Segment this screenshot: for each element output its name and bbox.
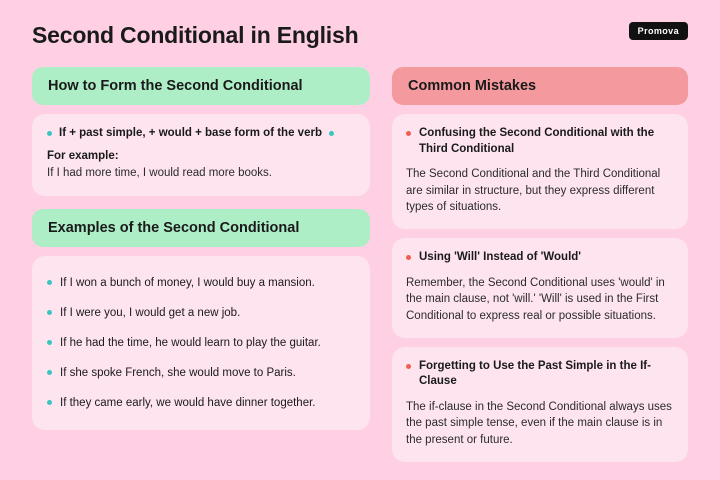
mistake-title-row bbox=[406, 250, 674, 266]
mistake-title-text: Confusing the Second Conditional with the Third Conditional bbox=[419, 127, 655, 155]
mistake-title-row bbox=[406, 359, 674, 390]
bullet-dot-icon bbox=[47, 400, 52, 405]
page-title: Second Conditional in English bbox=[32, 22, 359, 48]
content-columns bbox=[32, 67, 688, 462]
mistake-card bbox=[392, 238, 688, 338]
list-item-text: If I were you, I would get a new job. bbox=[60, 306, 241, 319]
list-item-text: If he had the time, he would learn to play the guitar. bbox=[60, 336, 321, 349]
examples-section-heading: Examples of the Second Conditional bbox=[32, 209, 370, 247]
bullet-dot-icon bbox=[47, 310, 52, 315]
mistakes-section-heading: Common Mistakes bbox=[392, 67, 688, 105]
right-column bbox=[392, 67, 688, 462]
promova-logo: Promova bbox=[629, 22, 688, 40]
form-section-card bbox=[32, 114, 370, 196]
bullet-dot-icon bbox=[47, 280, 52, 285]
list-item bbox=[47, 298, 355, 328]
bullet-dot-icon bbox=[406, 131, 411, 136]
form-section-heading: How to Form the Second Conditional bbox=[32, 67, 370, 105]
mistake-body-text: Remember, the Second Conditional uses 'would' in the main clause, not 'will.' 'Will' is used in the First Conditional to express real or possible situations. bbox=[406, 276, 665, 322]
list-item bbox=[47, 328, 355, 358]
list-item bbox=[47, 358, 355, 388]
spacer bbox=[32, 196, 370, 209]
bullet-dot-icon bbox=[47, 370, 52, 375]
mistake-card bbox=[392, 347, 688, 462]
bullet-dot-icon bbox=[47, 340, 52, 345]
left-column bbox=[32, 67, 370, 430]
examples-section-card bbox=[32, 256, 370, 430]
formula-row bbox=[47, 127, 355, 139]
list-item bbox=[47, 388, 355, 418]
list-item-text: If they came early, we would have dinner together. bbox=[60, 396, 316, 409]
mistake-card bbox=[392, 114, 688, 229]
mistake-title-row bbox=[406, 126, 674, 157]
mistake-body-text: The Second Conditional and the Third Conditional are similar in structure, but they express different types of situations. bbox=[406, 168, 661, 214]
mistake-title-text: Forgetting to Use the Past Simple in the If-Clause bbox=[419, 359, 651, 388]
examples-list bbox=[47, 268, 355, 418]
list-item bbox=[47, 268, 355, 298]
mistake-title-text: Using 'Will' Instead of 'Would' bbox=[419, 251, 582, 264]
bullet-dot-icon bbox=[329, 131, 334, 136]
mistake-body-text: The if-clause in the Second Conditional always uses the past simple tense, even if the main clause is in the present or future. bbox=[406, 400, 672, 446]
list-item-text: If she spoke French, she would move to Paris. bbox=[60, 366, 296, 379]
bullet-dot-icon bbox=[406, 255, 411, 260]
bullet-dot-icon bbox=[47, 131, 52, 136]
example-label: For example: bbox=[47, 150, 119, 162]
list-item-text: If I won a bunch of money, I would buy a mansion. bbox=[60, 276, 315, 289]
example-text: If I had more time, I would read more books. bbox=[47, 167, 272, 179]
formula-text: If + past simple, + would + base form of the verb bbox=[59, 127, 322, 139]
bullet-dot-icon bbox=[406, 364, 411, 369]
